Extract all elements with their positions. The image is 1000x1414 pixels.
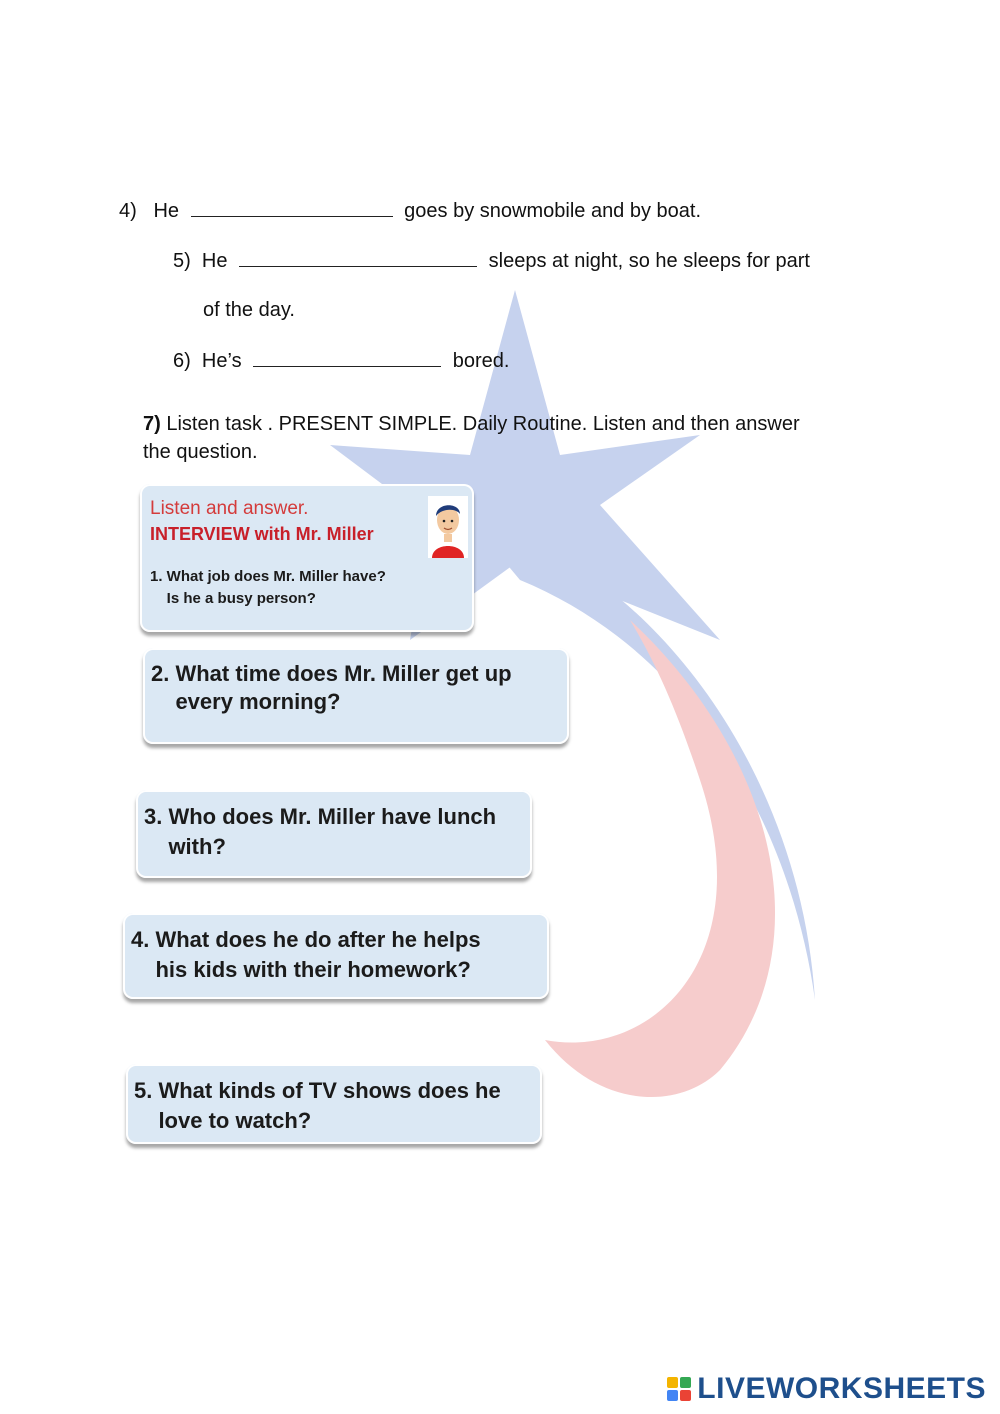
exercise-item-6 — [173, 348, 509, 373]
question-card-4 — [123, 913, 549, 999]
question-card-3 — [136, 790, 532, 878]
item-end: goes by snowmobile and by boat. — [404, 200, 702, 222]
task-text: Listen task . PRESENT SIMPLE. Daily Routine. Listen and then answer the question. — [143, 413, 800, 463]
answer-blank[interactable] — [191, 198, 393, 217]
card-subtitle: INTERVIEW with Mr. Miller — [150, 524, 374, 544]
question-3: 3. Who does Mr. Miller have lunch with? — [144, 804, 497, 859]
question-card-2 — [143, 648, 569, 744]
task-number: 7) — [143, 413, 161, 435]
exercise-item-4 — [119, 198, 701, 223]
question-5: 5. What kinds of TV shows does he love to watch? — [134, 1078, 501, 1133]
question-1: 1. What job does Mr. Miller have? Is he a busy person? — [150, 568, 386, 607]
liveworksheets-logo-icon — [667, 1377, 691, 1401]
question-2: 2. What time does Mr. Miller get up every morning? — [151, 661, 512, 714]
question-4: 4. What does he do after he helps his kids with their homework? — [131, 927, 481, 982]
item-start: He — [201, 250, 228, 272]
question-card-5 — [126, 1064, 542, 1144]
item-number: 5) — [173, 250, 191, 272]
mr-miller-avatar-icon — [428, 496, 468, 558]
liveworksheets-brand — [667, 1372, 986, 1406]
watermark-swoosh-red — [545, 620, 775, 1097]
item-end: sleeps at night, so he sleeps for part — [488, 250, 810, 272]
item-end: bored. — [452, 350, 510, 372]
answer-blank[interactable] — [253, 348, 441, 367]
brand-name: LIVEWORKSHEETS — [697, 1372, 986, 1405]
card-title: Listen and answer. — [150, 498, 309, 519]
item-number: 6) — [173, 350, 191, 372]
exercise-item-5 — [173, 248, 810, 273]
answer-blank[interactable] — [239, 248, 477, 267]
question-card-1 — [140, 484, 474, 632]
item-number: 4) — [119, 200, 137, 222]
item-start: He — [153, 200, 180, 222]
item-start: He’s — [201, 350, 242, 372]
listen-task-instruction — [143, 410, 823, 466]
exercise-item-5-continued: of the day. — [203, 299, 295, 321]
